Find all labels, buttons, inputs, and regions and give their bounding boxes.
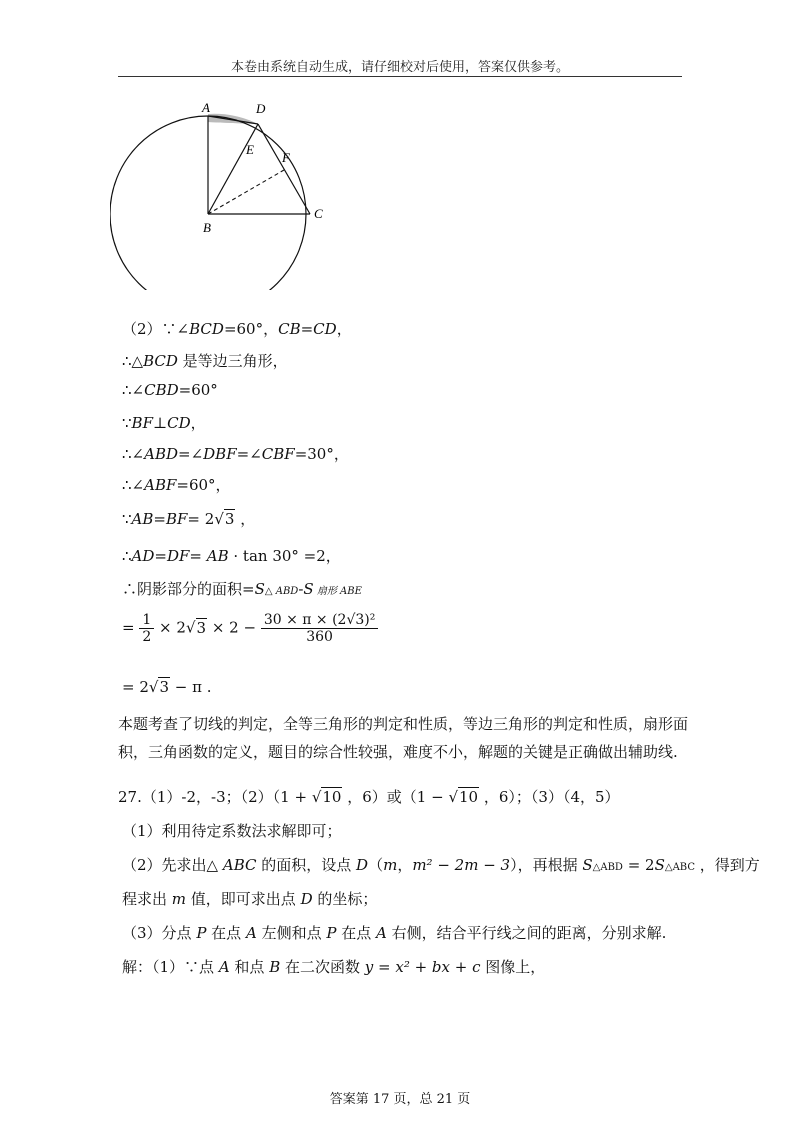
q27-step-3: （3）分点 P 在点 A 左侧和点 P 在点 A 右侧，结合平行线之间的距离，分别求解. xyxy=(122,924,667,942)
proof-line-5: ∴∠ABD=∠DBF=∠CBF=30°， xyxy=(122,445,349,463)
geometry-figure xyxy=(110,100,340,290)
proof-line-3: ∴∠CBD=60° xyxy=(122,381,218,399)
proof-line-10: = $\frac{1}{2}$ × 2√3 × 2 − $\frac{\text{30 × π × (2√3)²}}{360}$ xyxy=(122,612,378,645)
summary-paragraph: 本题考查了切线的判定，全等三角形的判定和性质，等边三角形的判定和性质，扇形面积，三角函数的定义，题目的综合性较强，难度不小，解题的关键是正确做出辅助线. xyxy=(118,715,689,761)
label-e: E xyxy=(246,142,254,157)
proof-line-8: ∴AD=DF= AB · tan 30° =2， xyxy=(122,547,341,565)
page-footer: 答案第 17 页，总 21 页 xyxy=(329,1092,471,1107)
q27-answer-line: 27.（1）-2，-3；（2）（1 + √10 ，6）或（1 − √10 ，6）；（3）（4，5） xyxy=(118,788,620,806)
header-rule xyxy=(118,76,682,77)
label-d: D xyxy=(256,101,266,116)
label-a: A xyxy=(202,100,210,115)
proof-line-11: = 2√3 − π . xyxy=(122,678,212,696)
proof-line-2: ∴△BCD 是等边三角形， xyxy=(122,352,288,370)
fraction-half: $\frac{1}{2}$ xyxy=(139,612,154,645)
q27-step-2: （2）先求出△ ABC 的面积，设点 D（m，m² − 2m − 3），再根据 S△ABD = 2S△ABC ，得到方 xyxy=(122,856,760,874)
q27-step-2-cont: 程求出 m 值，即可求出点 D 的坐标； xyxy=(122,890,378,908)
fraction-sector: $\frac{\text{30 × π × (2√3)²}}{360}$ xyxy=(261,612,379,645)
segment-dc xyxy=(258,124,310,214)
proof-line-7: ∵AB=BF= 2√3 ， xyxy=(122,510,256,528)
proof-line-9: ∴阴影部分的面积=S△ ABD-S 扇形 ABE xyxy=(122,580,362,598)
page-header: 本卷由系统自动生成，请仔细校对后使用，答案仅供参考。 xyxy=(230,60,569,75)
segment-bd xyxy=(208,124,258,214)
label-c: C xyxy=(314,206,323,221)
label-f: F xyxy=(282,150,290,165)
q27-solution-start: 解：（1）∵点 A 和点 B 在二次函数 y = x² + bx + c 图像上， xyxy=(122,958,546,976)
proof-line-6: ∴∠ABF=60°， xyxy=(122,476,231,494)
q27-step-1: （1）利用待定系数法求解即可； xyxy=(122,822,342,840)
label-b: B xyxy=(203,220,211,235)
segment-bf-dashed xyxy=(208,170,284,214)
proof-line-4: ∵BF⊥CD， xyxy=(122,414,206,432)
proof-line-1: （2）∵∠BCD=60°，CB=CD， xyxy=(122,320,352,338)
